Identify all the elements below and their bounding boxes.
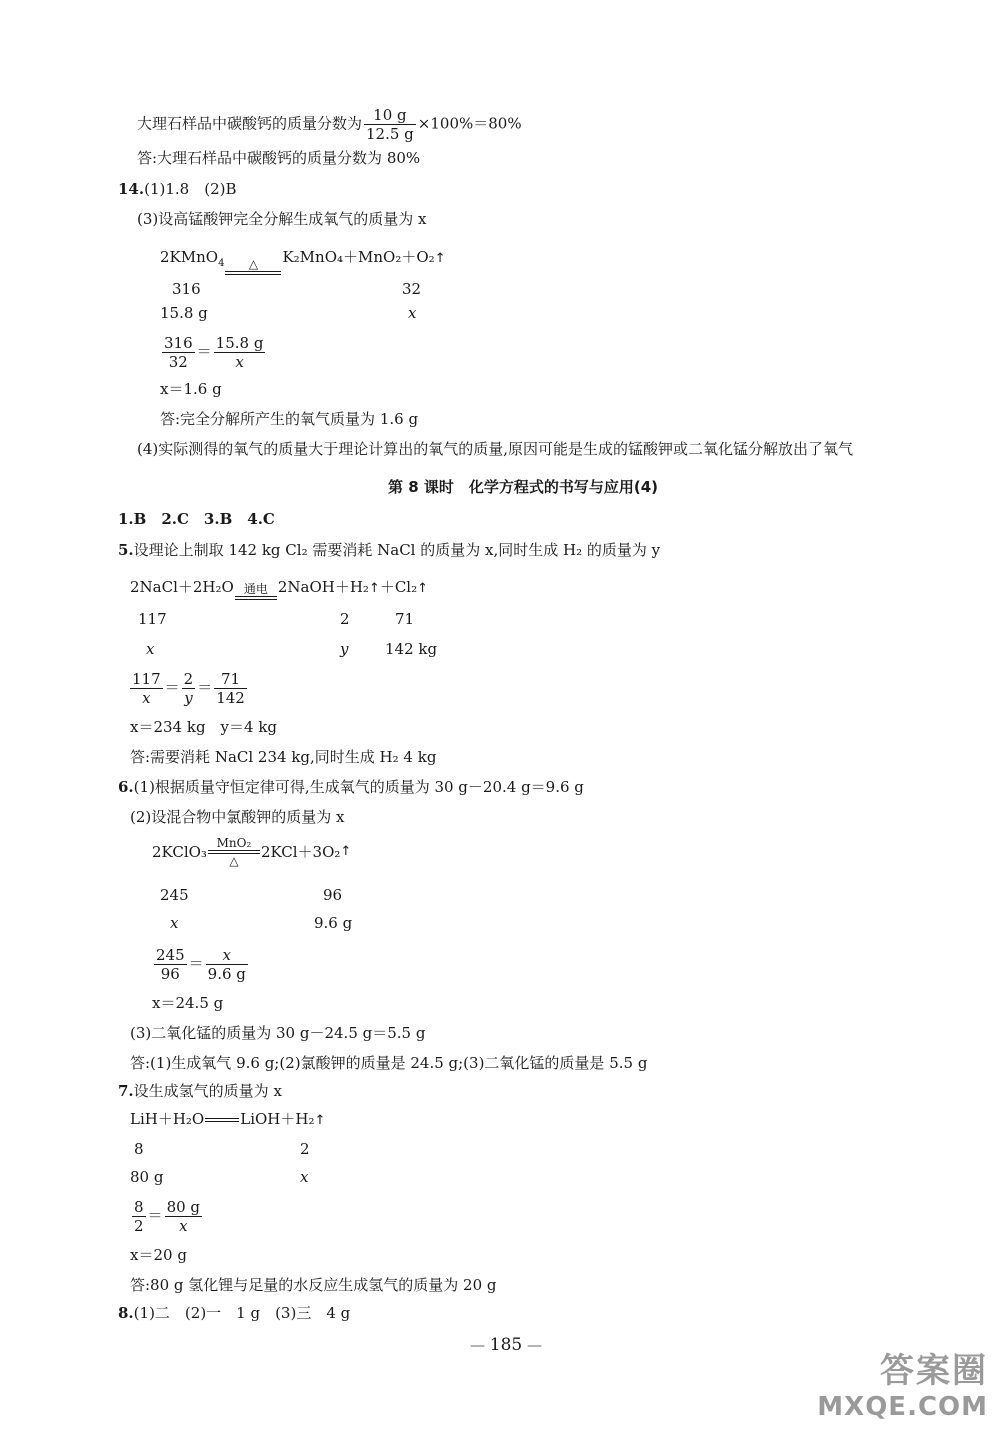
q14-answers: (1)1.8 (2)B (144, 180, 237, 198)
q6-products: 2KCl＋3O₂ (260, 843, 341, 861)
q6-f1-num: 245 (156, 946, 185, 964)
q5-f3-den: 142 (216, 689, 245, 707)
q14-mass-ratio-b: 32 (402, 280, 422, 298)
q14-mass-unknown: x (408, 304, 417, 322)
page-number: 185 (489, 1335, 523, 1355)
q5-gas-arrow-1: ↑ (368, 581, 380, 596)
q14-number: 14. (118, 180, 145, 198)
q7-unknown: x (300, 1168, 309, 1186)
q5-f2-den: y (184, 689, 193, 707)
q5-fraction-1 (130, 670, 163, 707)
page-footer (470, 1334, 542, 1356)
q14-f1-num: 316 (164, 334, 193, 352)
q6-reactant: 2KClO₃ (152, 843, 207, 861)
q6-answer: 答:(1)生成氧气 9.6 g;(2)氯酸钾的质量是 24.5 g;(3)二氧化锰的质量是 5.5 g (130, 1054, 648, 1072)
q5-unknown-x: x (146, 640, 155, 658)
q7-line (118, 1080, 282, 1102)
q6-f2-den: 9.6 g (207, 965, 246, 983)
watermark-logo (817, 1343, 988, 1422)
q7-number: 7. (118, 1082, 134, 1100)
q14-fraction-2 (214, 334, 266, 371)
q7-f2-den: x (179, 1217, 188, 1235)
q8-text: (1)二 (2)一 1 g (3)三 4 g (133, 1304, 351, 1322)
q5-equals-1: ＝ (164, 678, 180, 697)
q6-proportion (152, 946, 250, 983)
q6-part3: (3)二氧化锰的质量为 30 g－24.5 g＝5.5 g (130, 1024, 426, 1042)
q5-solution: x＝234 kg y＝4 kg (130, 718, 278, 736)
q7-equation (130, 1108, 325, 1132)
q6-mass-given: 9.6 g (314, 914, 353, 932)
q5-f3-num: 71 (214, 670, 247, 689)
q6-part1: (1)根据质量守恒定律可得,生成氧气的质量为 30 g－20.4 g＝9.6 g (133, 778, 584, 796)
caco3-answer: 答:大理石样品中碳酸钙的质量分数为 80% (137, 149, 421, 167)
q14-condition (225, 257, 281, 275)
q5-fraction-3 (214, 670, 247, 707)
q7-text: 设生成氢气的质量为 x (133, 1082, 282, 1100)
q5-f2-num: 2 (183, 670, 194, 688)
q5-answer: 答:需要消耗 NaCl 234 kg,同时生成 H₂ 4 kg (130, 748, 437, 766)
q5-text: 设理论上制取 142 kg Cl₂ 需要消耗 NaCl 的质量为 x,同时生成 H₂ 的质量为 y (133, 541, 661, 559)
q7-f2-num: 80 g (166, 1198, 201, 1216)
q5-ratio-c: 71 (395, 610, 415, 628)
q7-reactants: LiH＋H₂O (130, 1110, 205, 1128)
q6-catalyst-label: MnO₂ (216, 836, 252, 850)
q7-fraction-1 (132, 1198, 146, 1235)
q8-line (118, 1302, 350, 1324)
q14-products: K₂MnO₄＋MnO₂＋O₂ (282, 248, 435, 266)
q7-condition (205, 1118, 239, 1122)
q5-f1-num: 117 (132, 670, 161, 688)
q14-equation (160, 246, 446, 275)
q14-reactant: 2KMnO (160, 248, 219, 266)
q5-condition (235, 582, 277, 600)
q6-line (118, 776, 584, 798)
q1-4-answers: 1.B 2.C 3.B 4.C (118, 510, 275, 528)
q5-ratio-a: 117 (138, 610, 167, 628)
watermark-bottom-text: MXQE.COM (817, 1392, 988, 1422)
q6-equation (152, 836, 351, 868)
q5-fraction-2 (182, 670, 196, 707)
q14-mass-given: 15.8 g (160, 304, 208, 322)
q6-condition (208, 836, 260, 868)
q5-reactants: 2NaCl＋2H₂O (130, 578, 234, 596)
section-title: 第 8 课时 化学方程式的书写与应用(4) (388, 478, 659, 496)
q5-proportion (128, 670, 249, 707)
q14-fraction-1 (162, 334, 195, 371)
q7-proportion (130, 1198, 204, 1235)
q14-f2-den: x (235, 353, 244, 371)
q14-part3: (3)设高锰酸钾完全分解生成氧气的质量为 x (137, 210, 427, 228)
q7-equals: ＝ (147, 1206, 163, 1225)
q7-solution: x＝20 g (130, 1246, 187, 1264)
q14-gas-arrow: ↑ (434, 251, 446, 266)
q6-part2: (2)设混合物中氯酸钾的质量为 x (130, 808, 345, 826)
footer-dash-right: — (527, 1336, 543, 1354)
q5-equals-2: ＝ (197, 678, 213, 697)
q7-ratio-b: 2 (300, 1140, 310, 1158)
q7-products: LiOH＋H₂ (240, 1110, 315, 1128)
q5-products-2: ＋Cl₂ (379, 578, 418, 596)
q14-solution: x＝1.6 g (160, 380, 222, 398)
caco3-fraction-numerator: 10 g (364, 106, 416, 125)
q5-gas-arrow-2: ↑ (417, 581, 429, 596)
q14-mass-ratio-a: 316 (172, 280, 201, 298)
q14-equals: ＝ (196, 342, 212, 361)
caco3-result: ×100%＝80% (417, 114, 522, 133)
q6-number: 6. (118, 778, 134, 796)
q5-mass-given: 142 kg (385, 640, 438, 658)
caco3-fraction (364, 106, 416, 143)
q6-unknown: x (170, 914, 179, 932)
footer-dash-left: — (470, 1336, 485, 1354)
q5-number: 5. (118, 541, 134, 559)
q5-line (118, 539, 660, 561)
q6-gas-arrow: ↑ (340, 844, 352, 859)
q8-number: 8. (118, 1304, 134, 1322)
q5-unknown-y: y (340, 640, 349, 658)
q5-electrolysis-label: 通电 (243, 582, 268, 596)
watermark-top-text: 答案圈 (880, 1351, 988, 1391)
q5-equation (130, 576, 428, 600)
caco3-fraction-denominator: 12.5 g (366, 125, 414, 143)
q7-gas-arrow: ↑ (314, 1113, 326, 1128)
q14-f2-num: 15.8 g (215, 334, 264, 352)
q7-mass-given: 80 g (130, 1168, 164, 1186)
q14-subscript: 4 (218, 258, 225, 269)
q14-heat-symbol: △ (248, 257, 259, 271)
q5-equals-bar (235, 596, 277, 600)
q6-f2-num: x (206, 946, 248, 965)
q6-equals: ＝ (188, 954, 204, 973)
q14-proportion (160, 334, 267, 371)
caco3-fraction-line (137, 106, 522, 143)
q7-equals-bar (205, 1118, 239, 1122)
q5-products: 2NaOH＋H₂ (277, 578, 369, 596)
q14-line (118, 178, 236, 200)
q7-answer: 答:80 g 氢化锂与足量的水反应生成氢气的质量为 20 g (130, 1276, 497, 1294)
q6-f1-den: 96 (160, 965, 180, 983)
q7-f1-num: 8 (134, 1198, 144, 1216)
q6-ratio-a: 245 (160, 886, 189, 904)
q7-ratio-a: 8 (134, 1140, 144, 1158)
q6-ratio-b: 96 (323, 886, 343, 904)
q14-answer: 答:完全分解所产生的氧气质量为 1.6 g (160, 410, 419, 428)
q14-f1-den: 32 (168, 353, 188, 371)
q5-f1-den: x (142, 689, 151, 707)
q7-fraction-2 (165, 1198, 202, 1235)
q6-heat-symbol: △ (229, 854, 239, 868)
q6-fraction-1 (154, 946, 187, 983)
q6-fraction-2 (206, 946, 248, 983)
q5-ratio-b: 2 (340, 610, 350, 628)
caco3-label: 大理石样品中碳酸钙的质量分数为 (137, 114, 363, 133)
q14-equals-bar (225, 271, 281, 275)
q14-part4: (4)实际测得的氧气的质量大于理论计算出的氧气的质量,原因可能是生成的锰酸钾或二氧化锰分解放出了氧气 (137, 440, 854, 458)
q7-f1-den: 2 (134, 1217, 144, 1235)
q6-solution: x＝24.5 g (152, 994, 224, 1012)
